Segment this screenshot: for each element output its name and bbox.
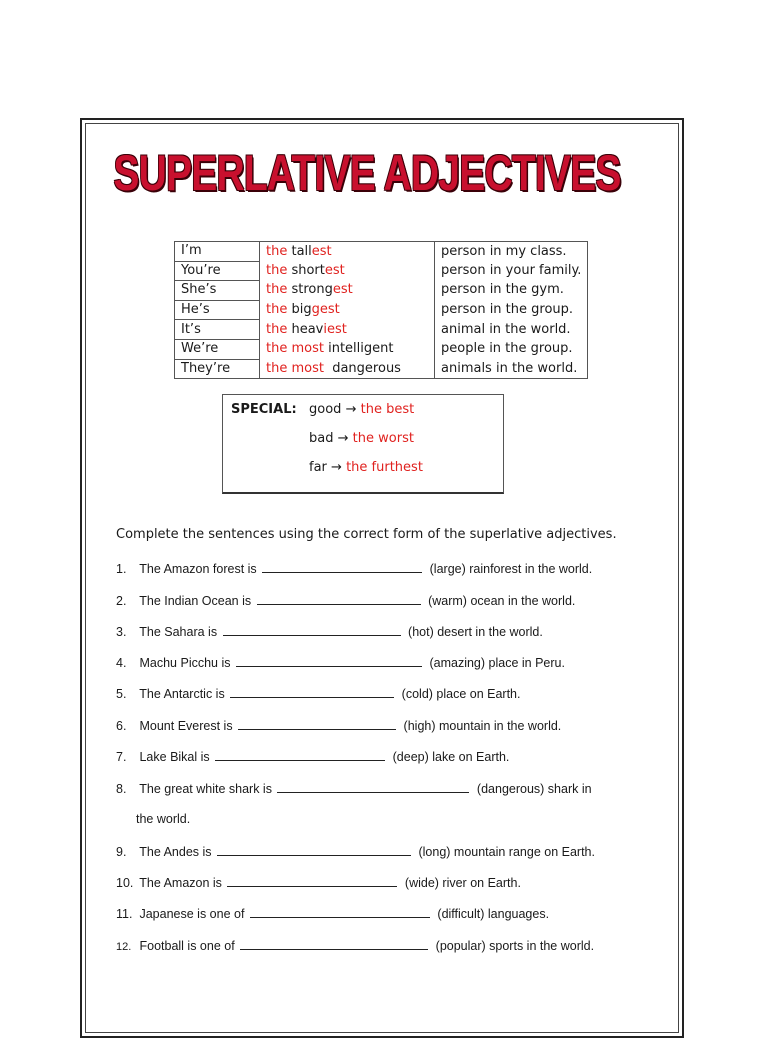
answer-blank[interactable] bbox=[217, 844, 411, 856]
answer-blank[interactable] bbox=[240, 938, 428, 950]
ending-cell: person in your family. bbox=[435, 261, 588, 281]
special-word: bad bbox=[309, 431, 334, 446]
ending-cell: animals in the world. bbox=[435, 359, 588, 379]
exercise-text-before: The great white shark is bbox=[139, 782, 272, 796]
exercise-number: 2. bbox=[116, 594, 127, 608]
exercise-number: 12. bbox=[116, 941, 132, 953]
subject-cell: They’re bbox=[175, 359, 260, 379]
answer-blank[interactable] bbox=[227, 875, 397, 887]
exercise-text-after: (large) rainforest in the world. bbox=[429, 562, 593, 576]
exercise-text-before: The Andes is bbox=[139, 845, 212, 859]
adjective-root: strong bbox=[291, 282, 333, 298]
special-word: far bbox=[309, 460, 327, 475]
exercise-item bbox=[116, 686, 520, 701]
superlative-cell bbox=[260, 242, 435, 262]
special-label: SPECIAL: bbox=[231, 402, 297, 417]
superlative-cell bbox=[260, 359, 435, 379]
superlative-cell bbox=[260, 261, 435, 281]
exercise-number: 8. bbox=[116, 782, 127, 796]
subject-cell: He’s bbox=[175, 300, 260, 320]
table-row bbox=[175, 300, 588, 320]
exercise-text-after: (difficult) languages. bbox=[437, 907, 550, 921]
answer-blank[interactable] bbox=[250, 906, 430, 918]
special-item bbox=[309, 402, 414, 417]
subject-cell: It’s bbox=[175, 320, 260, 340]
exercise-number: 7. bbox=[116, 750, 127, 764]
exercise-text-before: The Amazon forest is bbox=[139, 562, 257, 576]
special-result: the furthest bbox=[346, 460, 423, 475]
exercise-text-after: (warm) ocean in the world. bbox=[428, 594, 576, 608]
exercise-item bbox=[116, 593, 575, 608]
special-forms-box bbox=[222, 394, 504, 494]
ending-cell: people in the group. bbox=[435, 339, 588, 359]
exercise-number: 6. bbox=[116, 719, 127, 733]
table-row bbox=[175, 281, 588, 301]
worksheet-title: SUPERLATIVE ADJECTIVES bbox=[113, 145, 621, 201]
exercise-text-after: (popular) sports in the world. bbox=[435, 939, 595, 953]
exercise-item bbox=[116, 624, 543, 639]
exercise-number: 5. bbox=[116, 687, 127, 701]
arrow-icon: → bbox=[337, 431, 349, 446]
exercise-number: 4. bbox=[116, 656, 127, 670]
adjective-root: intelligent bbox=[328, 341, 394, 357]
table-row bbox=[175, 261, 588, 281]
exercise-text-after: (amazing) place in Peru. bbox=[429, 656, 565, 670]
table-row bbox=[175, 339, 588, 359]
article-text: the bbox=[266, 321, 292, 337]
ending-cell: person in the group. bbox=[435, 300, 588, 320]
exercise-text-before: The Antarctic is bbox=[139, 687, 225, 701]
adjective-root: heav bbox=[291, 321, 324, 337]
subject-cell: I’m bbox=[175, 242, 260, 262]
exercise-text-after: (wide) river on Earth. bbox=[404, 876, 521, 890]
subject-cell: We’re bbox=[175, 339, 260, 359]
exercise-text-after: (cold) place on Earth. bbox=[401, 687, 521, 701]
exercise-number: 9. bbox=[116, 845, 127, 859]
ending-cell: person in the gym. bbox=[435, 281, 588, 301]
adjective-suffix: gest bbox=[311, 302, 340, 318]
instructions-text: Complete the sentences using the correct form of the superlative adjectives. bbox=[116, 527, 617, 542]
exercise-number: 10. bbox=[116, 876, 134, 890]
adjective-suffix: iest bbox=[323, 321, 347, 337]
answer-blank[interactable] bbox=[262, 561, 422, 573]
exercise-number: 1. bbox=[116, 562, 127, 576]
adjective-root: tall bbox=[291, 243, 312, 259]
answer-blank[interactable] bbox=[277, 781, 469, 793]
exercise-item bbox=[116, 749, 509, 764]
exercise-text-before: The Sahara is bbox=[139, 625, 218, 639]
answer-blank[interactable] bbox=[215, 749, 385, 761]
article-text: the most bbox=[266, 341, 329, 357]
arrow-icon: → bbox=[331, 460, 342, 475]
exercise-item bbox=[116, 938, 594, 953]
exercise-text-before: Mount Everest is bbox=[139, 719, 233, 733]
adjective-suffix: est bbox=[324, 262, 345, 278]
special-item bbox=[309, 460, 423, 475]
exercise-item bbox=[116, 844, 595, 859]
superlative-cell bbox=[260, 339, 435, 359]
exercise-text-before: The Indian Ocean is bbox=[139, 594, 252, 608]
special-result: the worst bbox=[352, 431, 414, 446]
exercise-text-after: (deep) lake on Earth. bbox=[392, 750, 510, 764]
superlative-cell bbox=[260, 300, 435, 320]
exercise-number: 11. bbox=[116, 907, 133, 921]
exercise-text-before: The Amazon is bbox=[139, 876, 222, 890]
exercise-number: 3. bbox=[116, 625, 127, 639]
table-row bbox=[175, 320, 588, 340]
exercise-item bbox=[116, 718, 561, 733]
exercise-text-after: (dangerous) shark in bbox=[476, 782, 592, 796]
special-item bbox=[309, 431, 414, 446]
article-text: the bbox=[266, 302, 292, 318]
answer-blank[interactable] bbox=[238, 718, 396, 730]
exercise-text-before: Football is one of bbox=[139, 939, 235, 953]
adjective-root: big bbox=[291, 302, 312, 318]
special-result: the best bbox=[360, 402, 415, 417]
ending-cell: animal in the world. bbox=[435, 320, 588, 340]
exercise-text-before: Machu Picchu is bbox=[139, 656, 231, 670]
superlative-cell bbox=[260, 281, 435, 301]
special-word: good bbox=[309, 402, 342, 417]
exercise-item bbox=[116, 655, 565, 670]
exercise-continuation: the world. bbox=[136, 812, 191, 826]
exercise-text-before: Japanese is one of bbox=[139, 907, 245, 921]
exercise-item bbox=[116, 561, 592, 576]
adjective-suffix: est bbox=[332, 282, 353, 298]
exercise-item bbox=[116, 906, 549, 921]
ending-cell: person in my class. bbox=[435, 242, 588, 262]
adjective-suffix: est bbox=[311, 243, 332, 259]
adjective-root: short bbox=[291, 262, 325, 278]
subject-cell: You’re bbox=[175, 261, 260, 281]
answer-blank[interactable] bbox=[230, 686, 394, 698]
table-row bbox=[175, 242, 588, 262]
exercise-item bbox=[116, 875, 521, 890]
exercise-text-before: Lake Bikal is bbox=[139, 750, 210, 764]
answer-blank[interactable] bbox=[223, 624, 401, 636]
article-text: the bbox=[266, 282, 292, 298]
exercise-text-after: (long) mountain range on Earth. bbox=[418, 845, 595, 859]
adjective-root: dangerous bbox=[332, 360, 401, 376]
article-text: the most bbox=[266, 360, 333, 376]
subject-cell: She’s bbox=[175, 281, 260, 301]
exercise-text-after: (hot) desert in the world. bbox=[408, 625, 543, 639]
arrow-icon: → bbox=[345, 402, 357, 417]
answer-blank[interactable] bbox=[236, 655, 422, 667]
superlative-cell bbox=[260, 320, 435, 340]
answer-blank[interactable] bbox=[257, 593, 421, 605]
exercise-item bbox=[116, 781, 592, 796]
grammar-table bbox=[174, 241, 588, 379]
table-row bbox=[175, 359, 588, 379]
exercise-text-after: (high) mountain in the world. bbox=[403, 719, 562, 733]
article-text: the bbox=[266, 243, 292, 259]
article-text: the bbox=[266, 262, 292, 278]
